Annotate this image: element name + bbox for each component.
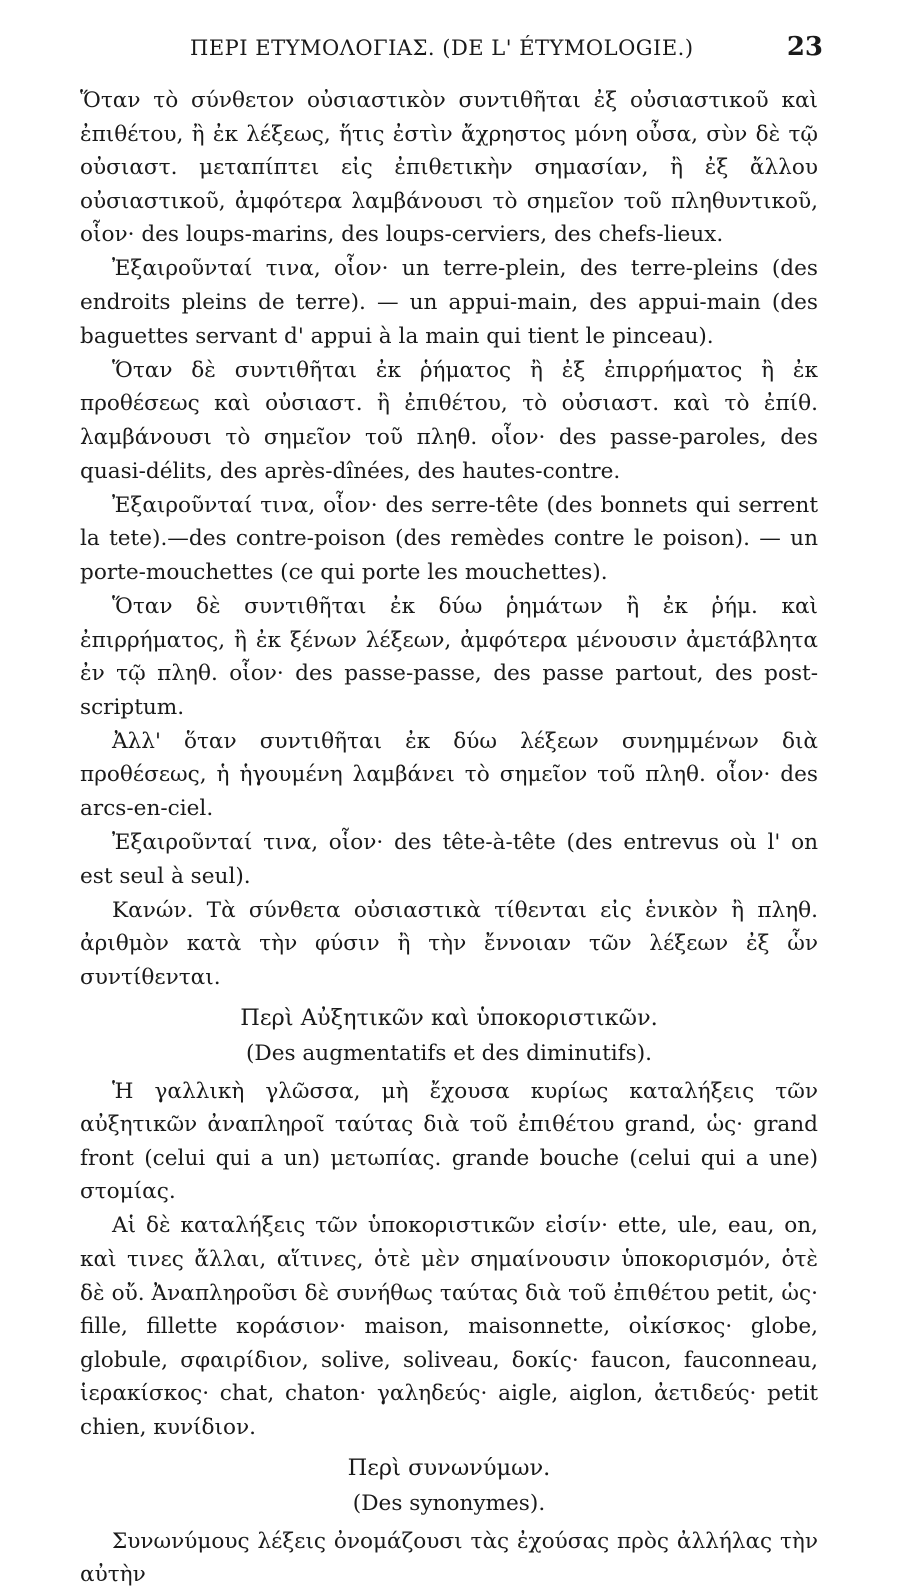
paragraph: Ἐξαιροῦνταί τινα, οἷον· des serre-tête (des bonnets qui serrent la tete).—des contre-poison (des remèdes contre le poison). — un porte-mouchettes (ce qui porte les mouchettes). xyxy=(80,492,818,585)
paragraph: Ὅταν δὲ συντιθῆται ἐκ ῥήματος ἢ ἐξ ἐπιρρήματος ἢ ἐκ προθέσεως καὶ οὐσιαστ. ἢ ἐπιθέτου, τὸ οὐσιαστ. καὶ τὸ ἐπίθ. λαμβάνουσι τὸ σημεῖον τοῦ πληθ. οἷον· des passe-paroles, des quasi-délits, des après-dînées, des hautes-contre. xyxy=(80,357,818,484)
paragraph: Αἱ δὲ καταλήξεις τῶν ὑποκοριστικῶν εἰσίν· ette, ule, eau, on, καὶ τινες ἄλλαι, αἵτινες, ὁτὲ μὲν σημαίνουσιν ὑποκορισμόν, ὁτὲ δὲ οὔ. Ἀναπληροῦσι δὲ συνήθως ταύτας διὰ τοῦ ἐπιθέτου petit, ὡς· fille, fillette κοράσιον· maison, maisonnette, οἰκίσκος· globe, globule, σφαιρίδιον, solive, soliveau, δοκίς· faucon, fauconneau, ἱερακίσκος· chat, chaton· γαληδεύς· aigle, aiglon, ἀετιδεύς· petit chien, κυνίδιον. xyxy=(80,1213,818,1440)
paragraph: Ἀλλ' ὅταν συντιθῆται ἐκ δύω λέξεων συνημμένων διὰ προθέσεως, ἡ ἡγουμένη λαμβάνει τὸ σημεῖον τοῦ πληθ. οἷον· des arcs-en-ciel. xyxy=(80,728,818,821)
paragraph: Ὅταν τὸ σύνθετον οὐσιαστικὸν συντιθῆται ἐξ οὐσιαστικοῦ καὶ ἐπιθέτου, ἢ ἐκ λέξεως, ἥτις ἐστὶν ἄχρηστος μόνη οὖσα, σὺν δὲ τῷ οὐσιαστ. μεταπίπτει εἰς ἐπιθετικὴν σημασίαν, ἢ ἐξ ἄλλου οὐσιαστικοῦ, ἀμφότερα λαμβάνουσι τὸ σημεῖον τοῦ πληθυντικοῦ, οἷον· des loups-marins, des loups-cerviers, des chefs-lieux. xyxy=(80,88,818,248)
paragraph: Ἡ γαλλικὴ γλῶσσα, μὴ ἔχουσα κυρίως καταλήξεις τῶν αὐξητικῶν ἀναπληροῖ ταύτας διὰ τοῦ ἐπιθέτου grand, ὡς· grand front (celui qui a un) μετωπίας. grande bouche (celui qui a une) στομίας. xyxy=(80,1078,818,1205)
paragraph: Ὅταν δὲ συντιθῆται ἐκ δύω ῥημάτων ἢ ἐκ ῥήμ. καὶ ἐπιρρήματος, ἢ ἐκ ξένων λέξεων, ἀμφότερα μένουσιν ἀμετάβλητα ἐν τῷ πληθ. οἷον· des passe-passe, des passe partout, des post-scriptum. xyxy=(80,593,818,720)
page-body xyxy=(80,84,818,1592)
paragraph: Ἐξαιροῦνταί τινα, οἷον· des tête-à-tête (des entrevus où l' on est seul à seul). xyxy=(80,830,818,889)
section-subheading-augmentatives: (Des augmentatifs et des diminutifs). xyxy=(245,1040,653,1066)
section-heading-synonyms: Περὶ συνωνύμων. xyxy=(347,1454,551,1481)
section-heading-augmentatives: Περὶ Αὐξητικῶν καὶ ὑποκοριστικῶν. xyxy=(240,1004,658,1031)
section-subheading-synonyms: (Des synonymes). xyxy=(352,1490,546,1516)
paragraph: Συνωνύμους λέξεις ὀνομάζουσι τὰς ἐχούσας πρὸς ἀλλήλας τὴν αὐτὴν xyxy=(80,1528,818,1588)
page-number: 23 xyxy=(786,32,823,62)
running-head: ΠΕΡΙ ΕΤΥΜΟΛΟΓΙΑΣ. (DE L' ÉTYMOLOGIE.) xyxy=(190,36,694,60)
paragraph: Ἐξαιροῦνταί τινα, οἷον· un terre-plein, des terre-pleins (des endroits pleins de terre). — un appui-main, des appui-main (des baguettes servant d' appui à la main qui tient le pinceau). xyxy=(80,256,818,349)
paragraph: Κανών. Τὰ σύνθετα οὐσιαστικὰ τίθενται εἰς ἑνικὸν ἢ πληθ. ἀριθμὸν κατὰ τὴν φύσιν ἢ τὴν ἔννοιαν τῶν λέξεων ἐξ ὧν συντίθενται. xyxy=(80,897,818,990)
page-header xyxy=(80,30,823,70)
